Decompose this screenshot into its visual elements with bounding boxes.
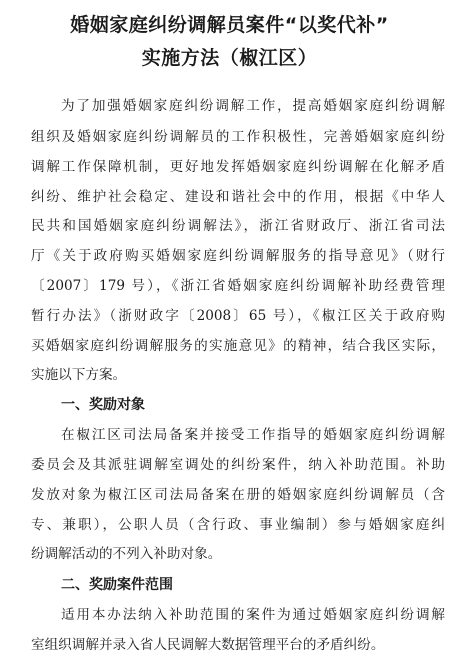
section-heading-2: 二、奖励案件范围	[61, 577, 173, 593]
paragraph-1-line: 暂行办法》（浙财政字〔2008〕65 号），《椒江区关于政府购	[31, 308, 445, 324]
paragraph-2-line: 发放对象为椒江区司法局备案在册的婚姻家庭纠纷调解员（含	[31, 487, 445, 503]
paragraph-2-line: 在椒江区司法局备案并接受工作指导的婚姻家庭纠纷调解	[61, 427, 445, 443]
paragraph-1-line: 厅《关于政府购买婚姻家庭纠纷调解服务的指导意见》（财行	[31, 248, 445, 264]
paragraph-3-line: 室组织调解并录入省人民调解大数据管理平台的矛盾纠纷。	[31, 637, 385, 653]
paragraph-1-line: 组织及婚姻家庭纠纷调解员的工作积极性，完善婚姻家庭纠纷	[31, 129, 445, 145]
paragraph-2-line: 委员会及其派驻调解室调处的纠纷案件，纳入补助范围。补助	[31, 457, 445, 473]
paragraph-1-line: 调解工作保障机制，更好地发挥婚姻家庭纠纷调解在化解矛盾	[31, 159, 445, 175]
document-title-line-1: 婚姻家庭纠纷调解员案件“以奖代补”	[70, 14, 389, 36]
paragraph-1-line: 买婚姻家庭纠纷调解服务的实施意见》的精神，结合我区实际，	[31, 338, 445, 354]
document-title-line-2: 实施方法（椒江区）	[141, 47, 318, 69]
paragraph-1-line: 民共和国婚姻家庭纠纷调解法》，浙江省财政厅、浙江省司法	[31, 218, 445, 234]
paragraph-2-line: 纷调解活动的不列入补助对象。	[31, 546, 222, 562]
section-heading-1: 一、奖励对象	[61, 397, 145, 413]
paragraph-1-line: 为了加强婚姻家庭纠纷调解工作，提高婚姻家庭纠纷调解	[61, 98, 445, 114]
paragraph-1-line: 纠纷、维护社会稳定、建设和谐社会中的作用，根据《中华人	[31, 189, 445, 205]
paragraph-3-line: 适用本办法纳入补助范围的案件为通过婚姻家庭纠纷调解	[61, 607, 445, 623]
paragraph-2-line: 专、兼职），公职人员（含行政、事业编制）参与婚姻家庭纠	[31, 517, 445, 533]
paragraph-1-line: 〔2007〕179 号），《浙江省婚姻家庭纠纷调解补助经费管理	[31, 278, 445, 294]
paragraph-1-line: 实施以下方案。	[31, 367, 127, 383]
